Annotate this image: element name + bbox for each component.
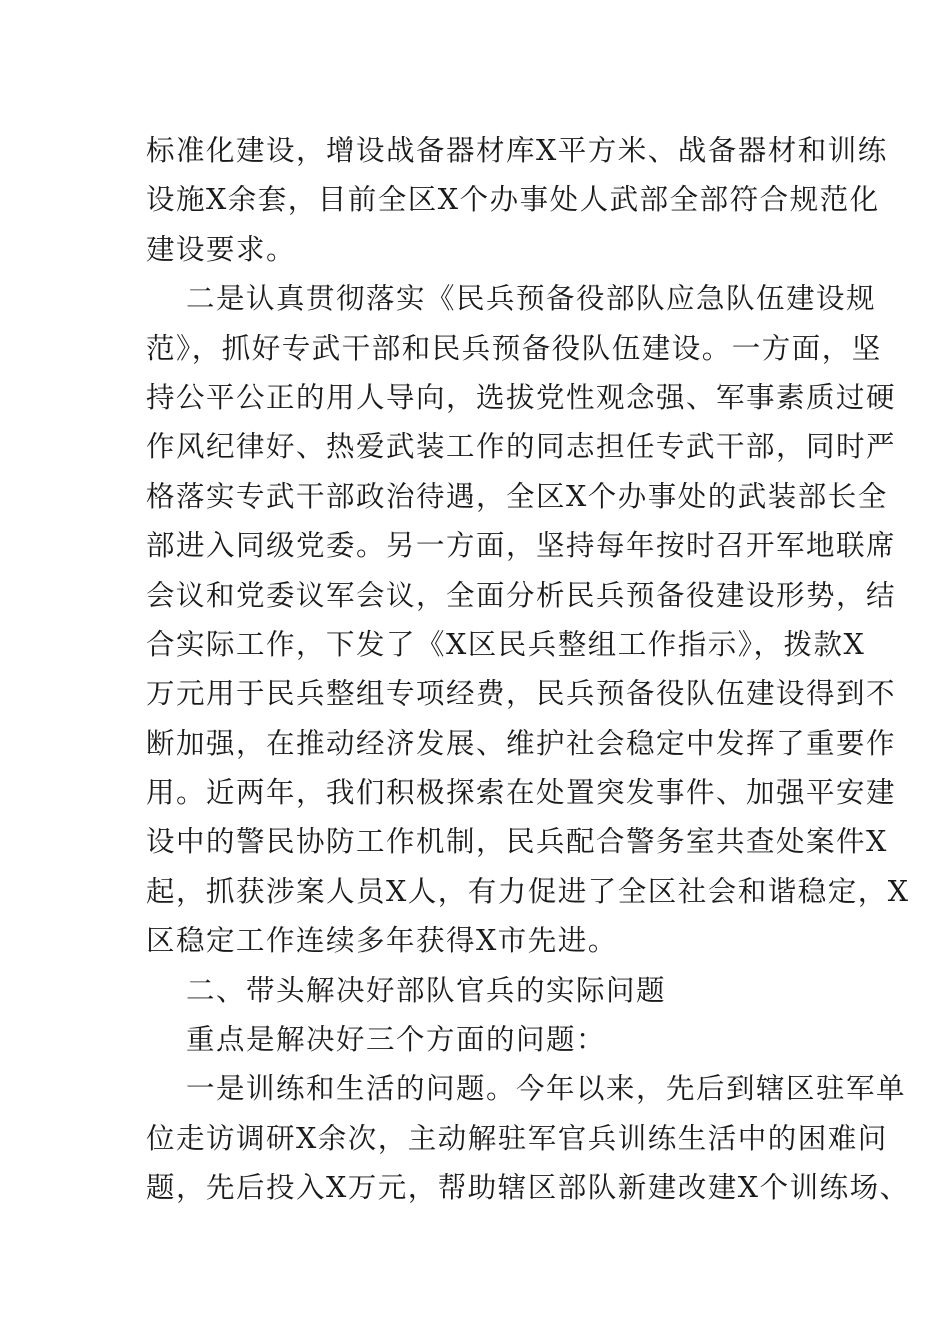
text-line: 题，先后投入X万元，帮助辖区部队新建改建X个训练场、 xyxy=(146,1171,910,1205)
text-line: 作风纪律好、热爱武装工作的同志担任专武干部，同时严 xyxy=(146,430,897,464)
text-line: 设施X余套，目前全区X个办事处人武部全部符合规范化 xyxy=(146,183,880,217)
body-text xyxy=(146,126,910,1213)
text-line: 设中的警民协防工作机制，民兵配合警务室共查处案件X xyxy=(146,825,888,859)
text-line: 断加强，在推动经济发展、维护社会稳定中发挥了重要作 xyxy=(146,726,897,760)
text-line: 用。近两年，我们积极探索在处置突发事件、加强平安建 xyxy=(146,776,897,810)
text-line: 起，抓获涉案人员X人，有力促进了全区社会和谐稳定，X xyxy=(146,874,910,908)
text-line: 标准化建设，增设战备器材库X平方米、战备器材和训练 xyxy=(146,134,888,167)
text-line: 合实际工作，下发了《X区民兵整组工作指示》，拨款X xyxy=(146,627,866,661)
text-line: 万元用于民兵整组专项经费，民兵预备役队伍建设得到不 xyxy=(146,677,897,711)
text-line: 格落实专武干部政治待遇，全区X个办事处的武装部长全 xyxy=(146,479,888,513)
section-heading: 二、带头解决好部队官兵的实际问题 xyxy=(186,973,667,1007)
text-line: 区稳定工作连续多年获得X市先进。 xyxy=(146,924,618,958)
paragraph-start-line: 二是认真贯彻落实《民兵预备役部队应急队伍建设规 xyxy=(186,282,877,316)
text-line: 位走访调研X余次，主动解驻军官兵训练生活中的困难问 xyxy=(146,1121,888,1155)
text-line: 建设要求。 xyxy=(146,232,297,266)
text-line: 会议和党委议军会议，全面分析民兵预备役建设形势，结 xyxy=(146,578,897,612)
text-line: 范》，抓好专武干部和民兵预备役队伍建设。一方面，坚 xyxy=(146,331,882,365)
paragraph-start-line: 重点是解决好三个方面的问题： xyxy=(186,1023,607,1057)
paragraph-start-line: 一是训练和生活的问题。今年以来，先后到辖区驻军单 xyxy=(186,1072,907,1106)
text-line: 部进入同级党委。另一方面，坚持每年按时召开军地联席 xyxy=(146,529,897,563)
text-line: 持公平公正的用人导向，选拔党性观念强、军事素质过硬 xyxy=(146,380,897,414)
